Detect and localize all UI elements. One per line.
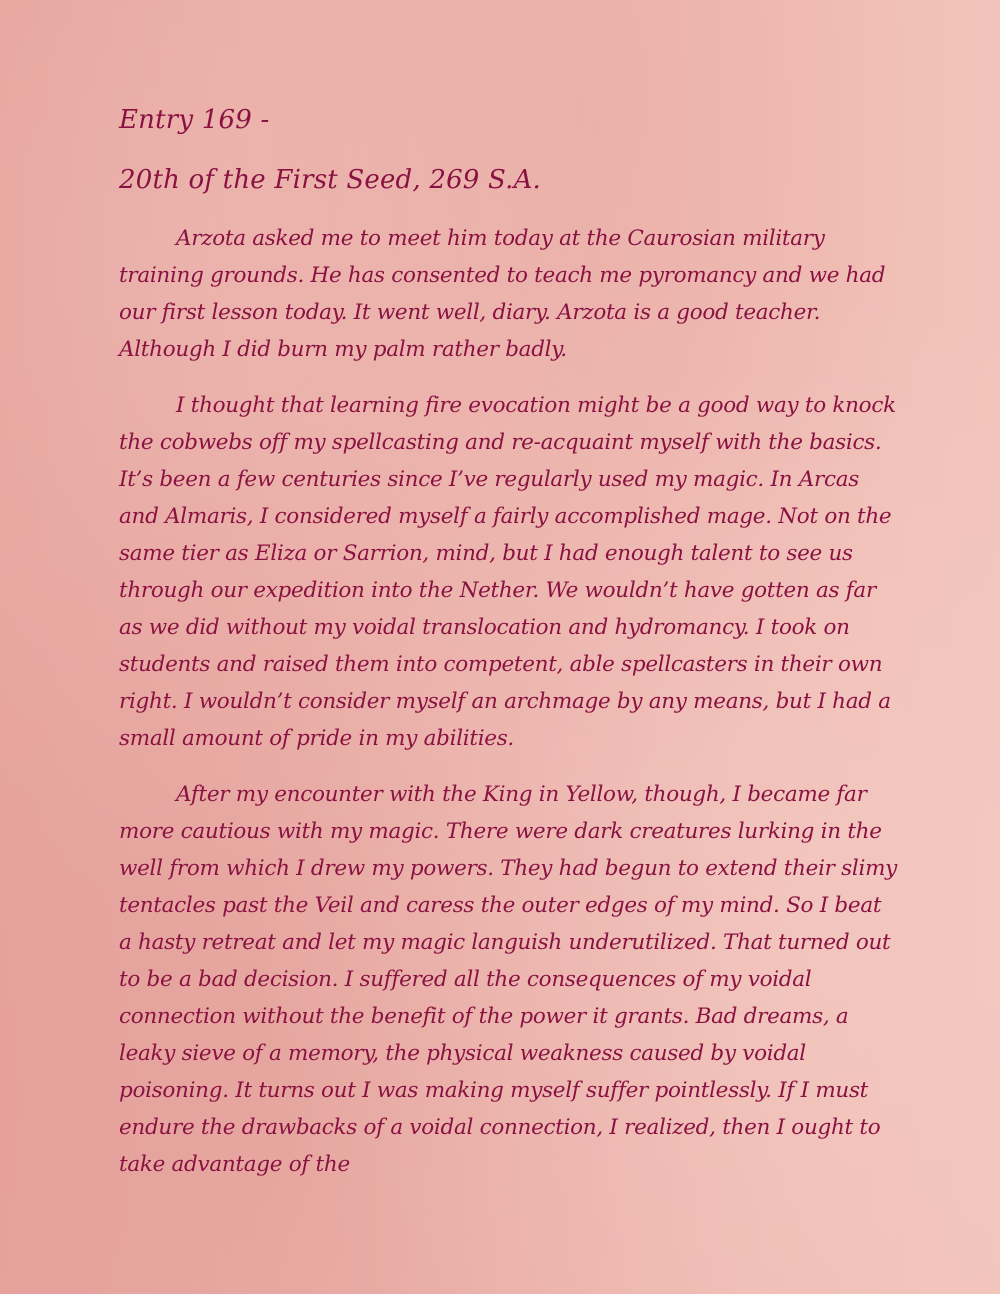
entry-title: Entry 169 -	[119, 105, 270, 135]
entry-paragraph-1: Arzota asked me to meet him today at the Caurosian military training grounds. He has consented to teach me pyromancy and we had our first lesson today. It went well, diary. Arzota is a good teacher. Although I did burn my palm rather badly.	[119, 226, 886, 362]
entry-date: 20th of the First Seed, 269 S.A.	[119, 165, 542, 195]
diary-entry	[119, 98, 899, 1183]
entry-paragraph-3: After my encounter with the King in Yellow, though, I became far more cautious with my magic. There were dark creatures lurking in the well from which I drew my powers. They had begun to extend their slimy tentacles past the Veil and caress the outer edges of my mind. So I beat a hasty retreat and let my magic languish underutilized. That turned out to be a bad decision. I suffered all the consequences of my voidal connection without the benefit of the power it grants. Bad dreams, a leaky sieve of a memory, the physical weakness caused by voidal poisoning. It turns out I was making myself suffer pointlessly. If I must endure the drawbacks of a voidal connection, I realized, then I ought to take advantage of the	[119, 782, 897, 1177]
entry-paragraph-2: I thought that learning fire evocation might be a good way to knock the cobwebs off my spellcasting and re-acquaint myself with the basics. It’s been a few centuries since I’ve regularly used my magic. In Arcas and Almaris, I considered myself a fairly accomplished mage. Not on the same tier as Eliza or Sarrion, mind, but I had enough talent to see us through our expedition into the Nether. We wouldn’t have gotten as far as we did without my voidal translocation and hydromancy. I took on students and raised them into competent, able spellcasters in their own right. I wouldn’t consider myself an archmage by any means, but I had a small amount of pride in my abilities.	[119, 393, 896, 751]
